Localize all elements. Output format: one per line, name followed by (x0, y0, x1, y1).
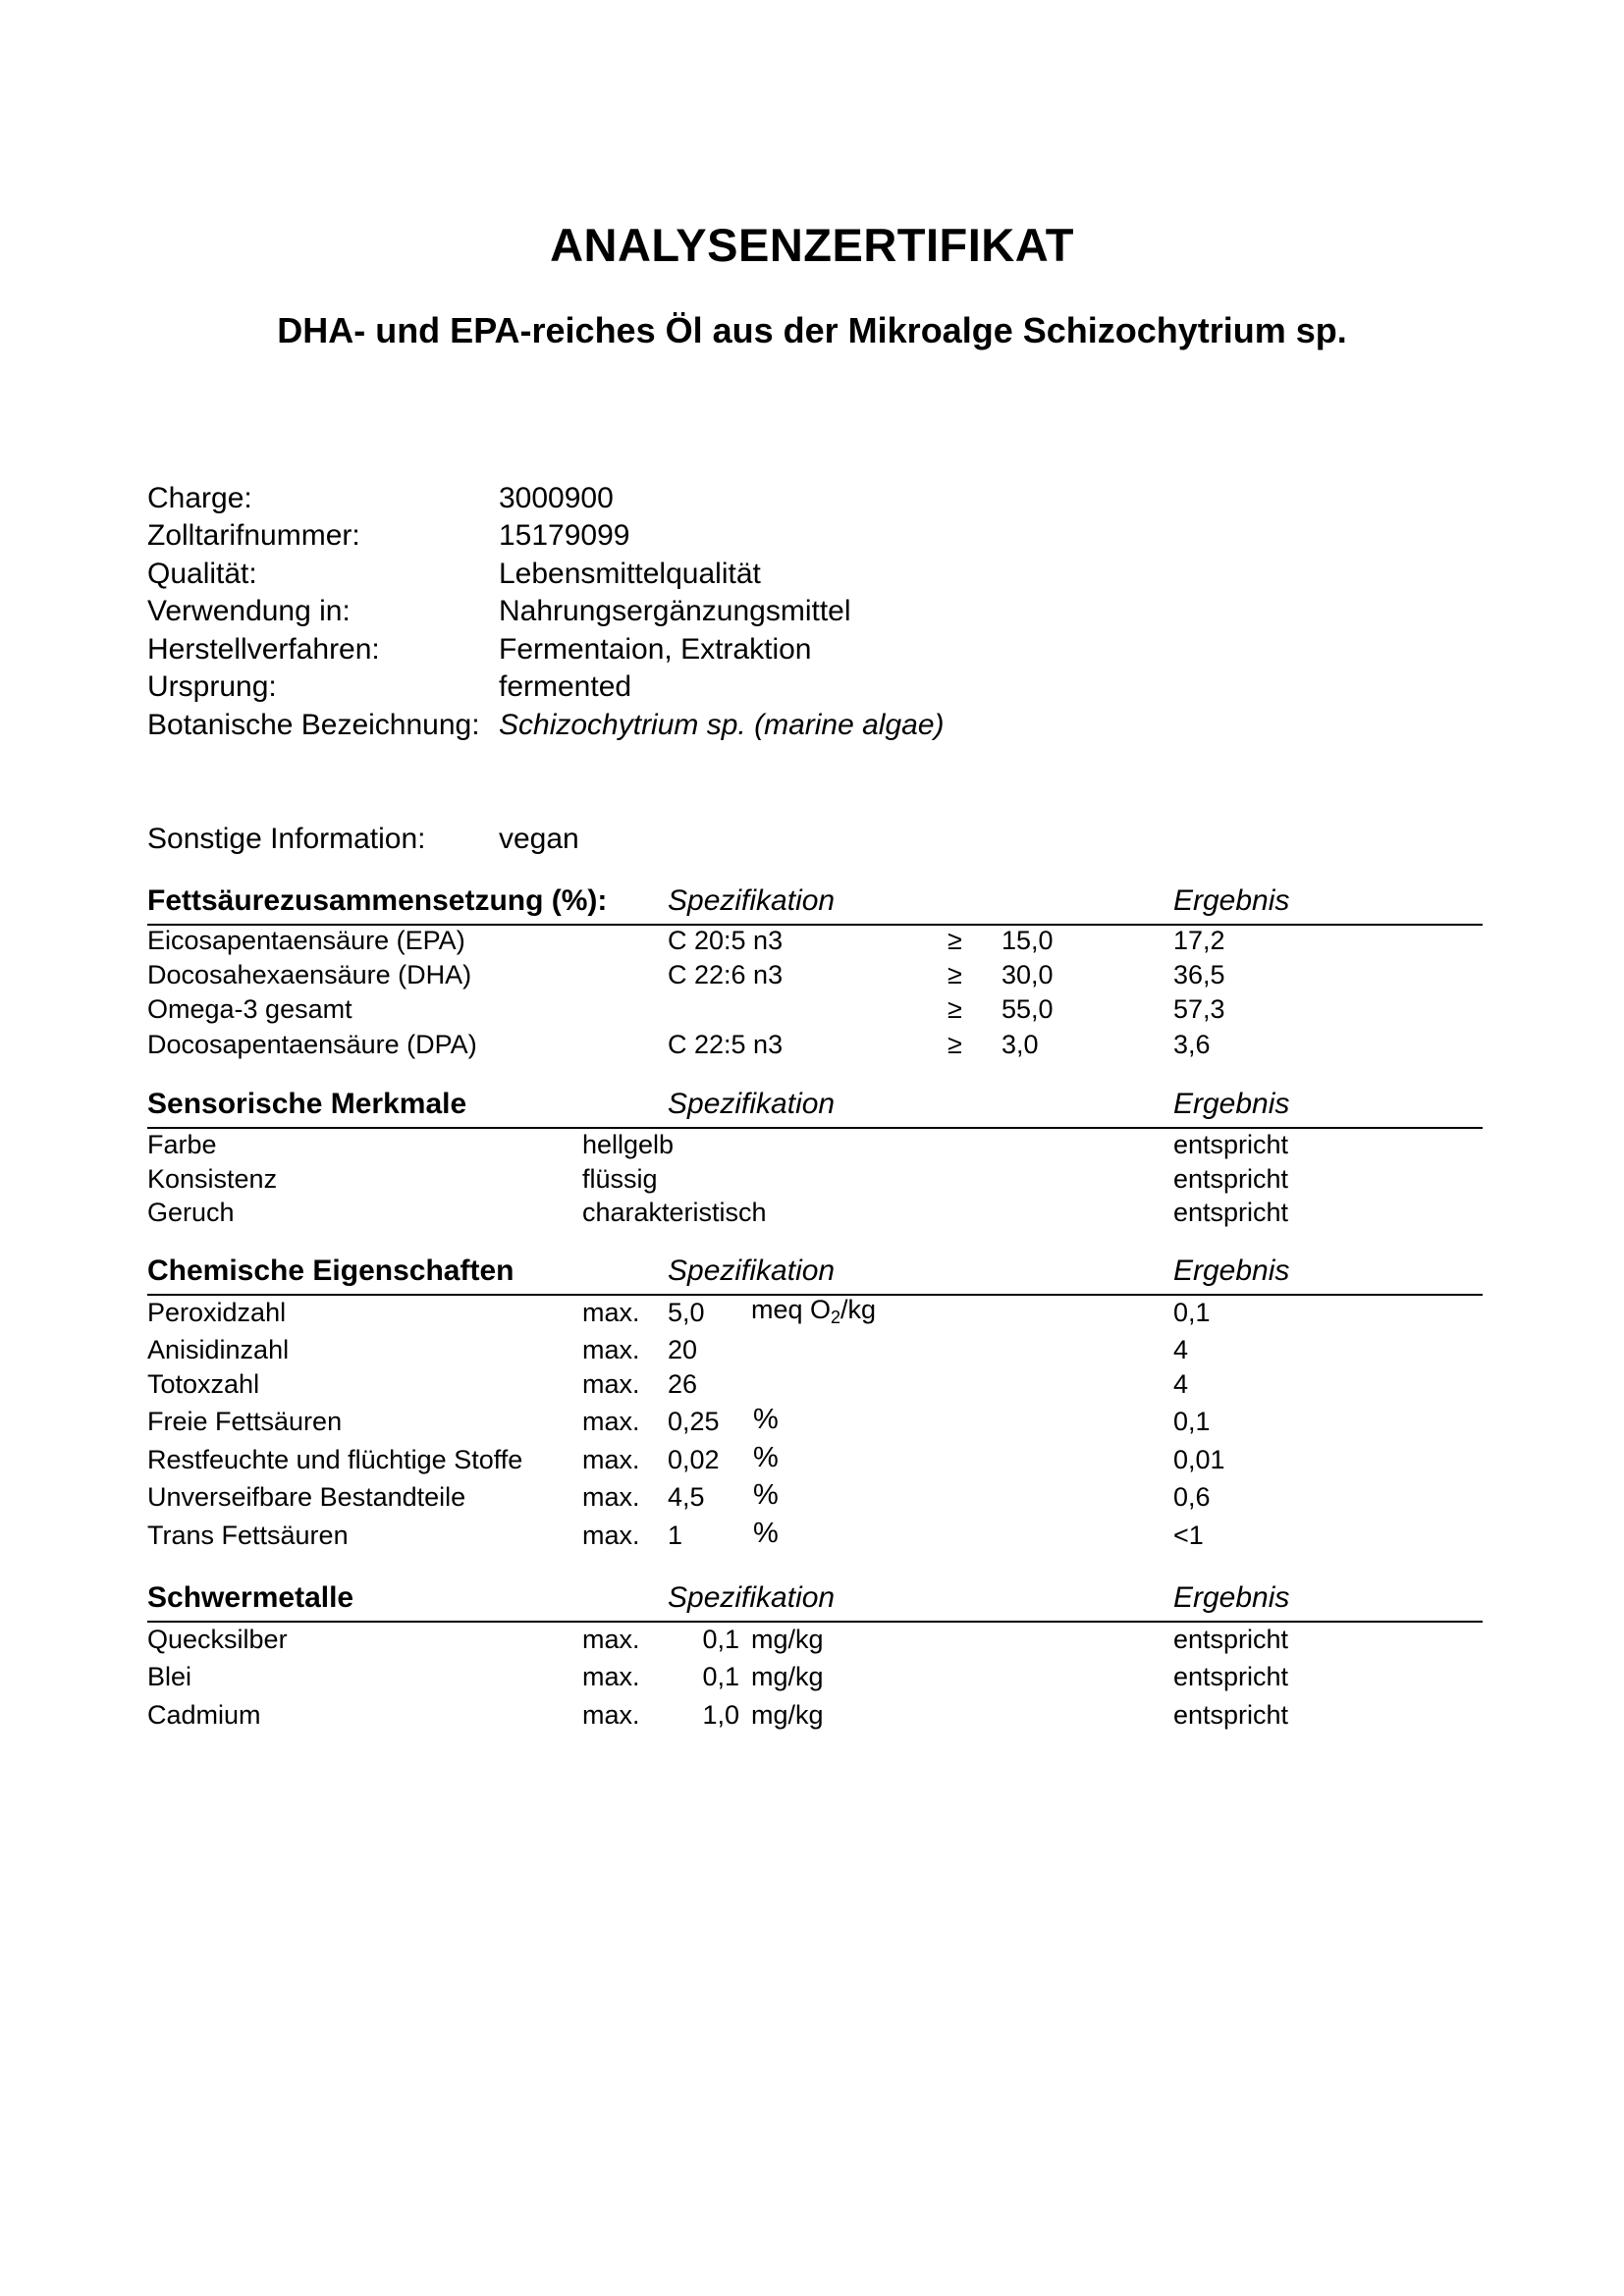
parameter-name: Docosahexaensäure (DHA) (147, 960, 472, 989)
info-value: Fermentaion, Extraktion (499, 633, 812, 666)
section-header-heavy-metals (147, 1581, 1483, 1623)
info-value: fermented (499, 670, 632, 703)
unit: % (753, 1442, 779, 1473)
result-value: entspricht (1173, 1130, 1289, 1159)
fatty-acid-code: C 22:6 n3 (668, 960, 784, 989)
table-row (147, 1130, 1483, 1163)
max-label: max. (582, 1521, 640, 1550)
result-value: entspricht (1173, 1625, 1289, 1654)
info-label: Botanische Bezeichnung: (147, 709, 480, 741)
result-column-header: Ergebnis (1173, 884, 1290, 917)
unit-suffix: /kg (840, 1295, 877, 1324)
info-label: Herstellverfahren: (147, 633, 380, 666)
parameter-name: Unverseifbare Bestandteile (147, 1482, 466, 1512)
section-header-chemical (147, 1255, 1483, 1296)
result-value: entspricht (1173, 1198, 1289, 1227)
spec-maximum: 5,0 (668, 1298, 705, 1327)
section-title: Sensorische Merkmale (147, 1088, 467, 1120)
parameter-name: Trans Fettsäuren (147, 1521, 349, 1550)
table-row (147, 1198, 1483, 1231)
spec-column-header: Spezifikation (668, 1088, 836, 1120)
spec-description: hellgelb (582, 1130, 675, 1159)
spec-minimum: 15,0 (1001, 926, 1054, 955)
spec-maximum: 1 (668, 1521, 683, 1550)
table-row (147, 926, 1483, 959)
fatty-acid-code: C 20:5 n3 (668, 926, 784, 955)
spec-column-header: Spezifikation (668, 884, 836, 917)
parameter-name: Geruch (147, 1198, 235, 1227)
max-label: max. (582, 1700, 640, 1730)
table-row (147, 1479, 1483, 1516)
max-label: max. (582, 1407, 640, 1436)
result-column-header: Ergebnis (1173, 1088, 1290, 1120)
result-value: entspricht (1173, 1164, 1289, 1194)
info-value: 15179099 (499, 519, 630, 552)
table-row (147, 1369, 1483, 1403)
result-value: 0,6 (1173, 1482, 1211, 1512)
table-row (147, 1518, 1483, 1554)
fatty-acid-code: C 22:5 n3 (668, 1030, 784, 1059)
section-title: Chemische Eigenschaften (147, 1255, 514, 1287)
parameter-name: Totoxzahl (147, 1369, 260, 1399)
section-title: Fettsäurezusammensetzung (%): (147, 884, 608, 917)
table-row (147, 1295, 1483, 1331)
spec-minimum: 55,0 (1001, 994, 1054, 1024)
result-value: entspricht (1173, 1700, 1289, 1730)
result-value: 4 (1173, 1369, 1189, 1399)
table-row (147, 1164, 1483, 1198)
info-label: Verwendung in: (147, 595, 351, 627)
info-value: Schizochytrium sp. (marine algae) (499, 709, 945, 741)
unit: % (753, 1479, 779, 1511)
comparison-symbol: ≥ (947, 994, 962, 1024)
section-header-fatty-acids (147, 884, 1483, 926)
result-value: 0,1 (1173, 1298, 1211, 1327)
unit: % (753, 1518, 779, 1549)
unit: mg/kg (751, 1625, 824, 1654)
info-label: Sonstige Information: (147, 823, 426, 855)
parameter-name: Eicosapentaensäure (EPA) (147, 926, 465, 955)
parameter-name: Restfeuchte und flüchtige Stoffe (147, 1445, 523, 1474)
max-label: max. (582, 1662, 640, 1691)
table-row (147, 994, 1483, 1028)
result-value: <1 (1173, 1521, 1204, 1550)
page-title: ANALYSENZERTIFIKAT (550, 219, 1074, 271)
info-label: Zolltarifnummer: (147, 519, 360, 552)
spec-description: flüssig (582, 1164, 658, 1194)
result-value: 36,5 (1173, 960, 1225, 989)
unit (751, 1295, 876, 1325)
max-label: max. (582, 1625, 640, 1654)
spec-maximum: 1,0 (702, 1700, 739, 1730)
parameter-name: Quecksilber (147, 1625, 288, 1654)
comparison-symbol: ≥ (947, 960, 962, 989)
info-value: vegan (499, 823, 579, 855)
spec-maximum: 26 (668, 1369, 698, 1399)
parameter-name: Omega-3 gesamt (147, 994, 352, 1024)
comparison-symbol: ≥ (947, 926, 962, 955)
spec-maximum: 0,02 (668, 1445, 720, 1474)
section-title: Schwermetalle (147, 1581, 354, 1614)
table-row (147, 960, 1483, 993)
info-value: Lebensmittelqualität (499, 558, 761, 590)
spec-column-header: Spezifikation (668, 1255, 836, 1287)
result-value: 0,01 (1173, 1445, 1225, 1474)
spec-minimum: 30,0 (1001, 960, 1054, 989)
spec-maximum: 0,1 (702, 1662, 739, 1691)
table-row (147, 1700, 1483, 1734)
result-column-header: Ergebnis (1173, 1255, 1290, 1287)
table-row (147, 1442, 1483, 1478)
unit: mg/kg (751, 1700, 824, 1730)
table-row (147, 1662, 1483, 1695)
table-row (147, 1030, 1483, 1063)
info-label: Ursprung: (147, 670, 277, 703)
table-row (147, 1335, 1483, 1368)
info-value: Nahrungsergänzungsmittel (499, 595, 851, 627)
comparison-symbol: ≥ (947, 1030, 962, 1059)
parameter-name: Docosapentaensäure (DPA) (147, 1030, 477, 1059)
spec-maximum: 0,25 (668, 1407, 720, 1436)
unit: mg/kg (751, 1662, 824, 1691)
max-label: max. (582, 1482, 640, 1512)
max-label: max. (582, 1445, 640, 1474)
max-label: max. (582, 1369, 640, 1399)
result-value: 0,1 (1173, 1407, 1211, 1436)
page-subtitle: DHA- und EPA-reiches Öl aus der Mikroalge Schizochytrium sp. (277, 310, 1347, 350)
result-value: entspricht (1173, 1662, 1289, 1691)
parameter-name: Konsistenz (147, 1164, 278, 1194)
spec-column-header: Spezifikation (668, 1581, 836, 1614)
info-label: Charge: (147, 482, 252, 514)
result-value: 17,2 (1173, 926, 1225, 955)
table-row (147, 1404, 1483, 1440)
info-value: 3000900 (499, 482, 614, 514)
result-value: 4 (1173, 1335, 1189, 1364)
section-header-sensory (147, 1088, 1483, 1129)
result-column-header: Ergebnis (1173, 1581, 1290, 1614)
spec-maximum: 4,5 (668, 1482, 705, 1512)
max-label: max. (582, 1298, 640, 1327)
parameter-name: Freie Fettsäuren (147, 1407, 343, 1436)
spec-minimum: 3,0 (1001, 1030, 1039, 1059)
result-value: 57,3 (1173, 994, 1225, 1024)
parameter-name: Blei (147, 1662, 192, 1691)
result-value: 3,6 (1173, 1030, 1211, 1059)
table-row (147, 1625, 1483, 1658)
info-label: Qualität: (147, 558, 257, 590)
max-label: max. (582, 1335, 640, 1364)
spec-maximum: 0,1 (702, 1625, 739, 1654)
parameter-name: Anisidinzahl (147, 1335, 290, 1364)
spec-maximum: 20 (668, 1335, 698, 1364)
parameter-name: Peroxidzahl (147, 1298, 287, 1327)
unit-main: meq O (751, 1295, 832, 1324)
unit: % (753, 1404, 779, 1435)
parameter-name: Cadmium (147, 1700, 261, 1730)
spec-description: charakteristisch (582, 1198, 767, 1227)
parameter-name: Farbe (147, 1130, 217, 1159)
unit-subscript: 2 (831, 1308, 841, 1327)
